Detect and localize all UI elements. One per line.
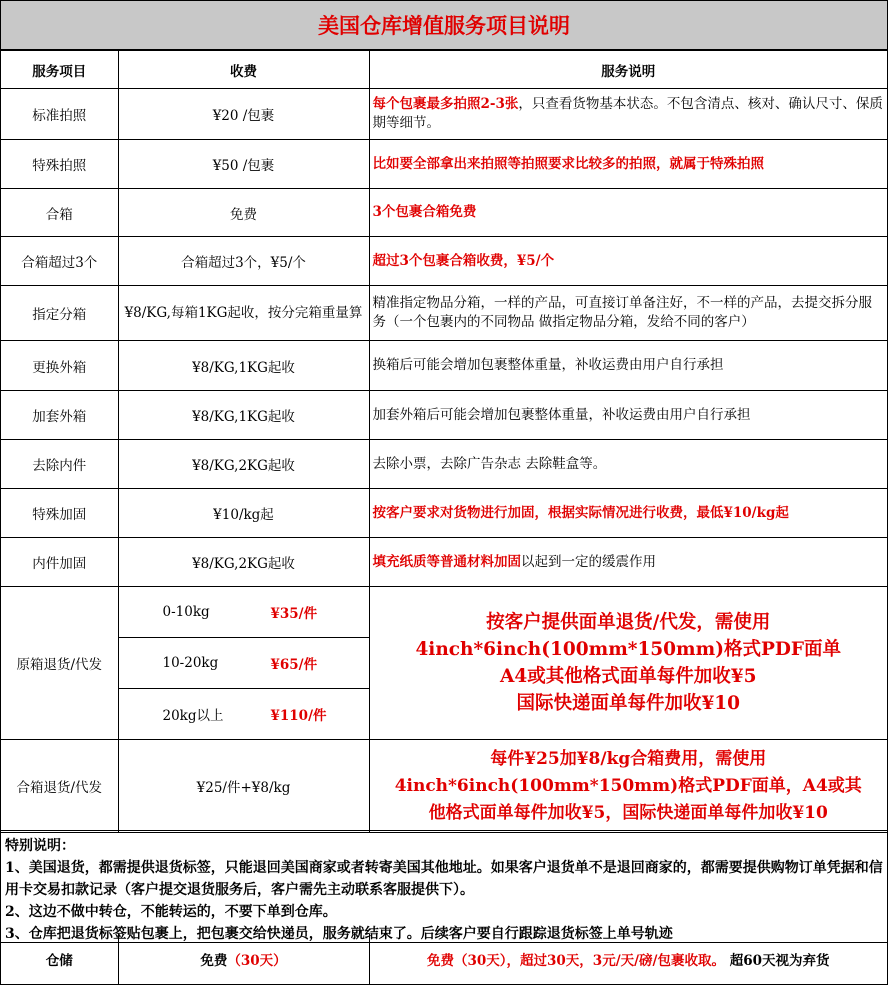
storage-fee-text: 免费 — [200, 953, 228, 969]
desc-highlight: 超过3个包裹合箱收费，¥5/个 — [372, 252, 555, 269]
desc-highlight: 比如要全部拿出来拍照等拍照要求比较多的拍照，就属于特殊拍照 — [372, 155, 764, 172]
table-row — [1, 140, 887, 189]
row-fee: 合箱超过3个，¥5/个 — [118, 237, 369, 286]
return-combined-row — [1, 740, 887, 833]
row-item: 标准拍照 — [1, 89, 118, 140]
row-fee: ¥10/kg起 — [118, 489, 369, 538]
row-fee: ¥8/KG,每箱1KG起收，按分完箱重量算 — [118, 286, 369, 341]
row-item: 内件加固 — [1, 538, 118, 587]
table-row — [1, 391, 887, 440]
row-item: 合箱退货/代发 — [1, 740, 118, 833]
note-line: 2、这边不做中转仓，不能转运的，不要下单到仓库。 — [5, 904, 337, 920]
storage-desc — [369, 934, 887, 984]
desc-line: 每件¥25加¥8/kg合箱费用，需使用 — [490, 748, 767, 769]
storage-fee — [118, 934, 369, 984]
row-item: 合箱超过3个 — [1, 237, 118, 286]
special-notes — [1, 830, 887, 943]
desc-highlight: 按客户要求对货物进行加固，根据实际情况进行收费，最低¥10/kg起 — [372, 504, 789, 521]
row-desc — [369, 237, 887, 286]
desc-text: 以起到一定的缓震作用 — [521, 553, 656, 570]
return-combined-desc — [369, 740, 887, 833]
service-table — [1, 50, 887, 833]
header-item: 服务项目 — [1, 51, 118, 89]
table-row — [1, 440, 887, 489]
desc-line: 4inch*6inch(100mm*150mm)格式PDF面单，A4或其 — [394, 775, 862, 796]
row-fee: ¥20 /包裹 — [118, 89, 369, 140]
desc-line: 按客户提供面单退货/代发，需使用 — [486, 612, 771, 633]
tier-price: ¥110/件 — [271, 689, 369, 740]
table-row — [1, 286, 887, 341]
tier-row — [119, 689, 369, 740]
row-desc: 加套外箱后可能会增加包裹整体重量，补收运费由用户自行承担 — [369, 391, 887, 440]
row-item: 原箱退货/代发 — [1, 587, 118, 740]
desc-line: 国际快递面单每件加收¥10 — [516, 693, 741, 714]
desc-highlight: 每个包裹最多拍照2-3张 — [372, 96, 519, 112]
row-item: 特殊拍照 — [1, 140, 118, 189]
table-row — [1, 489, 887, 538]
table-row — [1, 189, 887, 237]
storage-row — [1, 934, 887, 984]
note-line: 1、美国退货，都需提供退货标签，只能退回美国商家或者转寄美国其他地址。如果客户退货单不是退回商家的，都需要提供购物订单凭据和信用卡交易扣款记录（客户提交退货服务后，客户需先主动联系客服提供下）。 — [5, 860, 883, 898]
desc-line: A4或其他格式面单每件加收¥5 — [500, 666, 757, 687]
row-desc — [369, 89, 887, 140]
weight-tiers — [118, 587, 369, 740]
storage-item: 仓储 — [1, 934, 118, 984]
storage-desc-text: 超60天视为弃货 — [725, 953, 830, 969]
row-fee: ¥8/KG,1KG起收 — [118, 341, 369, 391]
desc-highlight: 3个包裹合箱免费 — [372, 204, 477, 220]
tier-weight: 20kg以上 — [119, 689, 271, 740]
row-item: 加套外箱 — [1, 391, 118, 440]
desc-text: ，只查看货物基本状态。不包含清点、核对、确认尺寸、保质期等细节。 — [372, 96, 883, 131]
row-desc: 换箱后可能会增加包裹整体重量，补收运费由用户自行承担 — [369, 341, 887, 391]
tier-price: ¥65/件 — [271, 638, 369, 689]
header-fee: 收费 — [118, 51, 369, 89]
notes-heading: 特别说明： — [5, 838, 75, 854]
row-fee: ¥8/KG,2KG起收 — [118, 538, 369, 587]
desc-highlight: 填充纸质等普通材料加固 — [372, 553, 521, 570]
row-desc — [369, 140, 887, 189]
row-fee: ¥8/KG,2KG起收 — [118, 440, 369, 489]
return-original-row — [1, 587, 887, 740]
table-row — [1, 538, 887, 587]
note-line: 3、仓库把退货标签贴包裹上，把包裹交给快递员，服务就结束了。后续客户要自行跟踪退货标签上单号轨迹 — [5, 926, 673, 942]
row-desc: 去除小票，去除广告杂志 去除鞋盒等。 — [369, 440, 887, 489]
storage-desc-highlight: 免费（30天），超过30天，3元/天/磅/包裹收取。 — [426, 953, 725, 969]
row-fee: ¥25/件+¥8/kg — [118, 740, 369, 833]
row-item: 更换外箱 — [1, 341, 118, 391]
row-desc — [369, 489, 887, 538]
row-desc: 精准指定物品分箱，一样的产品，可直接订单备注好，不一样的产品，去提交拆分服务（一个包裹内的不同物品 做指定物品分箱，发给不同的客户） — [369, 286, 887, 341]
table-row — [1, 237, 887, 286]
header-desc: 服务说明 — [369, 51, 887, 89]
tier-price: ¥35/件 — [270, 606, 318, 622]
page-title: 美国仓库增值服务项目说明 — [1, 1, 887, 50]
tier-weight: 10-20kg — [119, 638, 271, 689]
row-fee: 免费 — [118, 189, 369, 237]
table-row — [1, 341, 887, 391]
row-item: 指定分箱 — [1, 286, 118, 341]
return-original-desc — [369, 587, 887, 740]
tier-weight: 0-10kg — [162, 604, 210, 620]
row-desc — [369, 189, 887, 237]
tier-row — [119, 638, 369, 689]
row-fee: ¥8/KG,1KG起收 — [118, 391, 369, 440]
table-header-row — [1, 51, 887, 89]
table-row — [1, 89, 887, 140]
row-item: 特殊加固 — [1, 489, 118, 538]
row-fee: ¥50 /包裹 — [118, 140, 369, 189]
desc-line: 他格式面单每件加收¥5，国际快递面单每件加收¥10 — [428, 802, 828, 823]
row-item: 合箱 — [1, 189, 118, 237]
tier-row — [119, 587, 369, 638]
row-item: 去除内件 — [1, 440, 118, 489]
row-desc — [369, 538, 887, 587]
storage-fee-days: （30天） — [227, 953, 287, 969]
desc-line: 4inch*6inch(100mm*150mm)格式PDF面单 — [415, 639, 842, 660]
tier-table — [119, 587, 369, 739]
